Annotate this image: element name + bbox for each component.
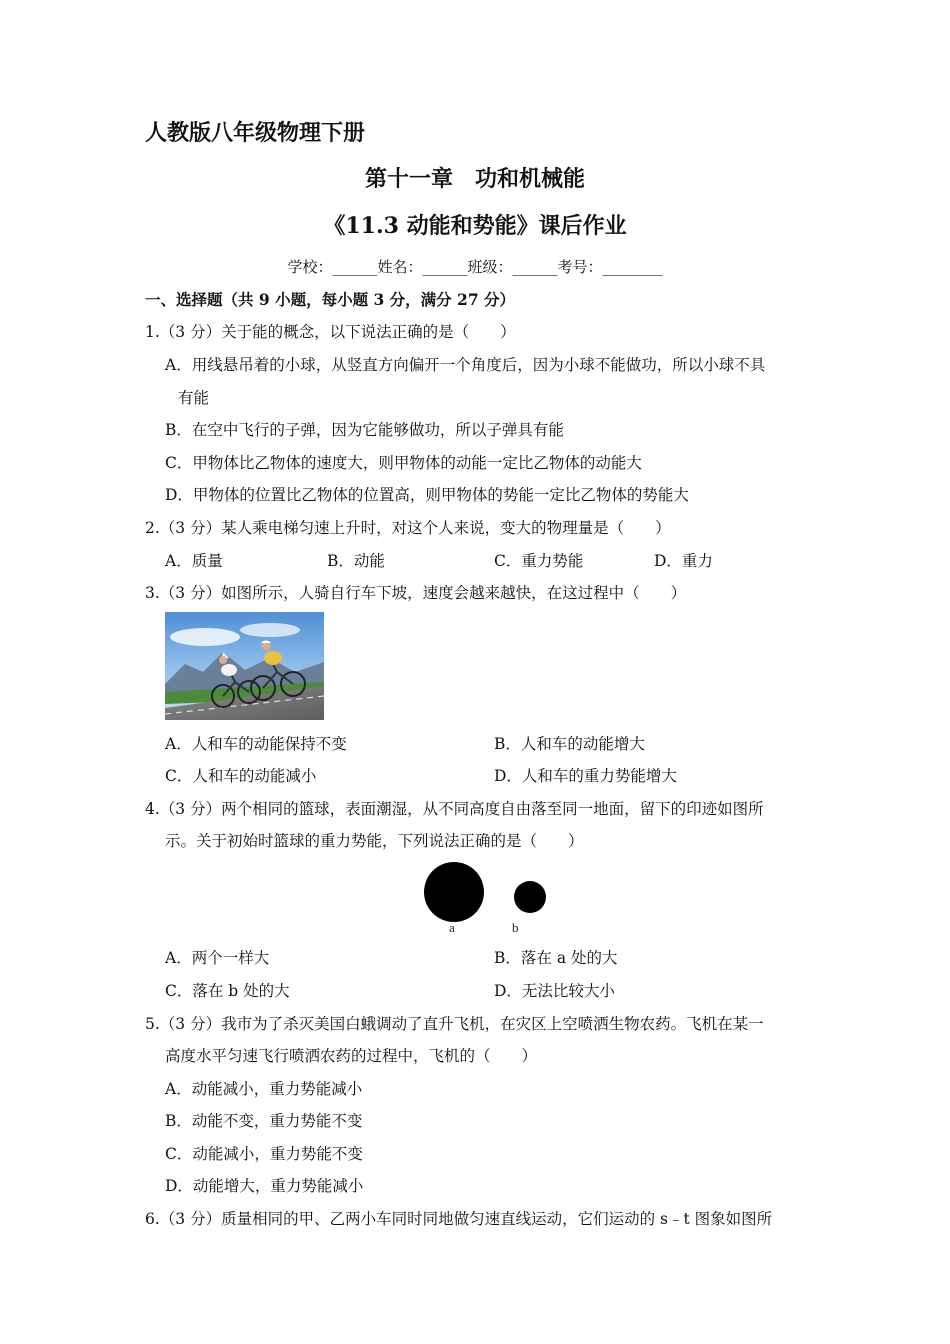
question-1-option-b: B．在空中飞行的子弹，因为它能够做功，所以子弹具有能: [165, 421, 564, 439]
question-4-option-d: D．无法比较大小: [494, 982, 615, 1000]
question-1-option-a: A．用线悬吊着的小球，从竖直方向偏开一个角度后，因为小球不能做功，所以小球不具: [165, 356, 766, 374]
question-5-option-c: C．动能减小，重力势能不变: [165, 1145, 363, 1163]
question-3-option-b: B．人和车的动能增大: [494, 735, 645, 753]
ball-marks-figure: [418, 860, 553, 936]
question-2-option-d: D．重力: [654, 552, 713, 570]
book-title: 人教版八年级物理下册: [145, 120, 366, 146]
ball-mark-b: [514, 881, 546, 913]
question-4-stem: 4.（3 分）两个相同的篮球，表面潮湿，从不同高度自由落至同一地面，留下的印迹如图所: [145, 800, 764, 818]
question-3-option-d: D．人和车的重力势能增大: [494, 767, 677, 785]
question-4-option-b: B．落在 a 处的大: [494, 949, 618, 967]
student-info-line: 学校：______姓名：______班级：______考号：________: [287, 258, 663, 276]
question-1-option-c: C．甲物体比乙物体的速度大，则甲物体的动能一定比乙物体的动能大: [165, 454, 642, 472]
cyclists-downhill-photo: [165, 612, 324, 720]
section-heading: 一、选择题（共 9 小题，每小题 3 分，满分 27 分）: [145, 290, 516, 309]
question-3-option-c: C．人和车的动能减小: [165, 767, 317, 785]
question-2-option-a: A．质量: [165, 552, 223, 570]
question-1-stem: 1.（3 分）关于能的概念，以下说法正确的是（ ）: [145, 323, 516, 341]
question-4-stem-continued: 示。关于初始时篮球的重力势能，下列说法正确的是（ ）: [165, 832, 584, 850]
lesson-title: 《11.3 动能和势能》课后作业: [323, 213, 627, 239]
question-2-stem: 2.（3 分）某人乘电梯匀速上升时，对这个人来说，变大的物理量是（ ）: [145, 519, 671, 537]
question-4-option-a: A．两个一样大: [165, 949, 270, 967]
question-2-option-b: B．动能: [327, 552, 385, 570]
ball-mark-b-label: b: [512, 920, 519, 935]
question-5-stem-continued: 高度水平匀速飞行喷洒农药的过程中，飞机的（ ）: [165, 1047, 538, 1065]
question-5-stem: 5.（3 分）我市为了杀灭美国白蛾调动了直升飞机，在灾区上空喷洒生物农药。飞机在某一: [145, 1015, 764, 1033]
question-2-option-c: C．重力势能: [494, 552, 584, 570]
question-5-option-b: B．动能不变，重力势能不变: [165, 1112, 363, 1130]
question-1-option-d: D．甲物体的位置比乙物体的位置高，则甲物体的势能一定比乙物体的势能大: [165, 486, 689, 504]
question-5-option-d: D．动能增大，重力势能减小: [165, 1177, 364, 1195]
question-5-option-a: A．动能减小，重力势能减小: [165, 1080, 363, 1098]
question-3-option-a: A．人和车的动能保持不变: [165, 735, 347, 753]
ball-mark-a: [424, 862, 484, 922]
ball-mark-a-label: a: [449, 920, 455, 935]
question-3-stem: 3.（3 分）如图所示，人骑自行车下坡，速度会越来越快，在这过程中（ ）: [145, 584, 687, 602]
chapter-title: 第十一章 功和机械能: [364, 166, 585, 192]
question-1-option-a-continued: 有能: [178, 389, 210, 407]
question-4-option-c: C．落在 b 处的大: [165, 982, 290, 1000]
question-6-stem: 6.（3 分）质量相同的甲、乙两小车同时同地做匀速直线运动，它们运动的 s﹣t 图象如图所: [145, 1210, 773, 1228]
